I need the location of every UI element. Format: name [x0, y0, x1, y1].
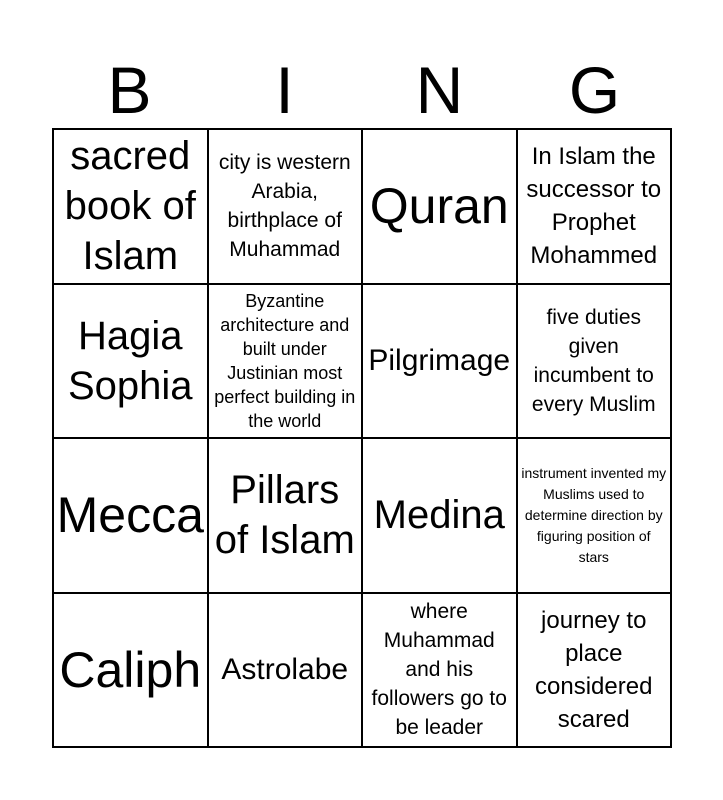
cell-text: In Islam the successor to Prophet Mohammed — [526, 143, 662, 270]
header-letter-g: G — [568, 53, 621, 127]
header-letter-i: I — [275, 53, 294, 127]
cell-text: Pilgrimage — [368, 343, 511, 377]
cell-text: Astrolabe — [221, 652, 349, 686]
cell-text: Mecca — [56, 487, 204, 544]
bingo-cell[interactable] — [209, 594, 364, 749]
bingo-header — [52, 52, 672, 128]
cell-text: Byzantine architecture and built under Justinian most perfect building in the world — [214, 290, 356, 431]
cell-text: Medina — [373, 493, 505, 538]
cell-text: instrument invented my Muslims used to determine direction by figuring position of stars — [521, 464, 667, 565]
bingo-cell[interactable] — [518, 594, 673, 749]
bingo-cell[interactable] — [363, 594, 518, 749]
cell-text: city is western Arabia, birthplace of Muhammad — [218, 151, 351, 262]
bingo-cell[interactable] — [54, 439, 209, 594]
cell-text: Caliph — [59, 641, 202, 698]
cell-text: Pillars of Islam — [214, 468, 355, 563]
cell-text: where Muhammad and his followers go to be leader — [371, 600, 507, 740]
cell-text: journey to place considered scared — [535, 606, 653, 733]
bingo-cell[interactable] — [209, 285, 364, 440]
bingo-cell[interactable] — [209, 439, 364, 594]
cell-text: Quran — [369, 178, 509, 235]
header-letter-b: B — [107, 53, 152, 127]
cell-text: sacred book of Islam — [64, 134, 196, 279]
bingo-cell[interactable] — [518, 130, 673, 285]
bingo-cell[interactable] — [54, 594, 209, 749]
bingo-cell[interactable] — [363, 130, 518, 285]
bingo-cell[interactable] — [54, 285, 209, 440]
header-letter-n: N — [415, 53, 464, 127]
bingo-cell[interactable] — [363, 439, 518, 594]
bingo-cell[interactable] — [363, 285, 518, 440]
bingo-cell[interactable] — [518, 439, 673, 594]
cell-text: Hagia Sophia — [67, 313, 193, 408]
bingo-board — [52, 128, 672, 748]
bingo-cell[interactable] — [518, 285, 673, 440]
bingo-cell[interactable] — [209, 130, 364, 285]
bingo-cell[interactable] — [54, 130, 209, 285]
cell-text: five duties given incumbent to every Muslim — [531, 305, 656, 416]
